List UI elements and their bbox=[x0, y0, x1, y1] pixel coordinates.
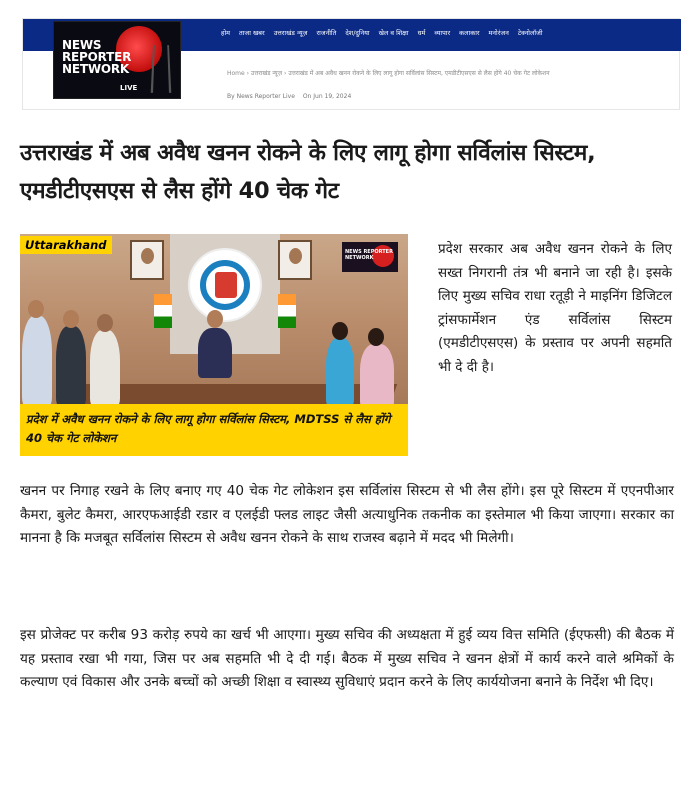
logo-tower-graphic bbox=[151, 45, 172, 93]
body-paragraph-1: खनन पर निगाह रखने के लिए बनाए गए 40 चेक गेट लोकेशन इस सर्विलांस सिस्टम से भी लैस होंगे। इस पूरे सिस्टम में एएनपीआर कैमरा, बुलेट कैमरा, आरएफआईडी रडार व एलईडी फ्लड लाइट जैसी अत्याधुनिक तकनीक का इस्तेमाल भी किया जाएगा। सरकार का मानना है कि मजबूत सर्विलांस सिस्टम से अवैध खनन रोकने के साथ राजस्व बढ़ाने में मदद भी मिलेगी। bbox=[20, 483, 674, 547]
flag-icon bbox=[154, 294, 172, 328]
nav-menu bbox=[221, 28, 543, 37]
person-figure bbox=[360, 344, 394, 408]
state-emblem-icon bbox=[188, 248, 262, 322]
body-paragraph-2: इस प्रोजेक्ट पर करीब 93 करोड़ रुपये का खर्च भी आएगा। मुख्य सचिव की अध्यक्षता में हुई व्यय वित्त समिति (ईएफसी) की बैठक में यह प्रस्ताव रखा भी गया, जिस पर अब सहमति भी दे दी गई। बैठक में मुख्य सचिव ने खनन क्षेत्रों में कार्य करने वाले श्रमिकों के कल्याण एवं विकास और उनके बच्चों को अच्छी शिक्षा व स्वास्थ्य सुविधाएं प्रदान करने के लिए कार्ययोजना बनाने के निर्देश भी दिए। bbox=[20, 627, 674, 691]
person-figure bbox=[198, 328, 232, 378]
nav-item-business[interactable]: व्यापार bbox=[434, 29, 451, 37]
intro-paragraph: प्रदेश सरकार अब अवैध खनन रोकने के लिए सख्त निगरानी तंत्र भी बनाने जा रही है। इसके लिए मुख्य सचिव राधा रतूड़ी ने माइनिंग डिजिटल ट्रांसफार्मेशन एंड सर्विलांस सिस्टम (एमडीटीएसएस) के प्रस्ताव पर अपनी सहमति भी दे दी है। bbox=[438, 241, 672, 375]
region-tag: Uttarakhand bbox=[20, 236, 112, 254]
nav-item-home[interactable]: होम bbox=[221, 29, 231, 37]
badge-text: NEWS REPORTER NETWORK bbox=[345, 249, 393, 261]
person-head bbox=[28, 300, 44, 318]
site-logo[interactable] bbox=[53, 21, 181, 99]
nav-item-latest[interactable]: ताजा खबर bbox=[239, 29, 265, 37]
person-figure bbox=[90, 330, 120, 406]
publish-date: On Jun 19, 2024 bbox=[302, 93, 352, 100]
person-head bbox=[207, 310, 223, 328]
nav-item-politics[interactable]: राजनीति bbox=[316, 29, 337, 37]
portrait-frame bbox=[278, 240, 312, 280]
article-photo bbox=[20, 234, 408, 456]
caption-band bbox=[20, 404, 408, 456]
logo-text bbox=[62, 39, 131, 75]
person-figure bbox=[326, 338, 354, 406]
nav-item-world[interactable]: देश/दुनिया bbox=[345, 29, 370, 37]
nav-item-artists[interactable]: कलाकार bbox=[459, 29, 480, 37]
site-header bbox=[22, 18, 680, 110]
nav-item-technology[interactable]: टेक्नोलॉजी bbox=[517, 29, 543, 37]
logo-line-1: NEWS bbox=[62, 38, 102, 52]
person-head bbox=[332, 322, 348, 340]
person-head bbox=[63, 310, 79, 328]
article-headline: उत्तराखंड में अब अवैध खनन रोकने के लिए लागू होगा सर्विलांस सिस्टम, एमडीटीएसएस से लैस होंगे 40 चेक गेट bbox=[20, 140, 596, 204]
logo-line-3: NETWORK bbox=[62, 62, 130, 76]
person-figure bbox=[22, 316, 52, 406]
person-head bbox=[368, 328, 384, 346]
nav-item-uttarakhand[interactable]: उत्तराखंड न्यूज़ bbox=[273, 29, 308, 37]
flag-icon bbox=[278, 294, 296, 328]
nav-item-sports[interactable]: खेल व शिक्षा bbox=[378, 29, 409, 37]
person-figure bbox=[56, 326, 86, 406]
channel-badge bbox=[342, 242, 398, 272]
nav-item-entertainment[interactable]: मनोरंजन bbox=[488, 29, 509, 37]
logo-live-label: LIVE bbox=[120, 84, 138, 92]
photo-caption: प्रदेश में अवैध खनन रोकने के लिए लागू होगा सर्विलांस सिस्टम, MDTSS से लैस होंगे 40 चेक गेट लोकेशन bbox=[26, 412, 391, 445]
breadcrumb[interactable]: Home › उत्तराखंड न्यूज़ › उत्तराखंड में अब अवैध खनन रोकने के लिए लागू होगा सर्विलांस सिस्टम, एमडीटीएसएस से लैस होंगे 40 चेक गेट लोकेशन bbox=[227, 70, 550, 77]
person-head bbox=[97, 314, 113, 332]
author-link[interactable]: By News Reporter Live bbox=[227, 93, 295, 100]
portrait-frame bbox=[130, 240, 164, 280]
article-meta bbox=[227, 93, 357, 100]
nav-item-religion[interactable]: धर्म bbox=[417, 29, 426, 37]
logo-line-2: REPORTER bbox=[62, 50, 132, 64]
